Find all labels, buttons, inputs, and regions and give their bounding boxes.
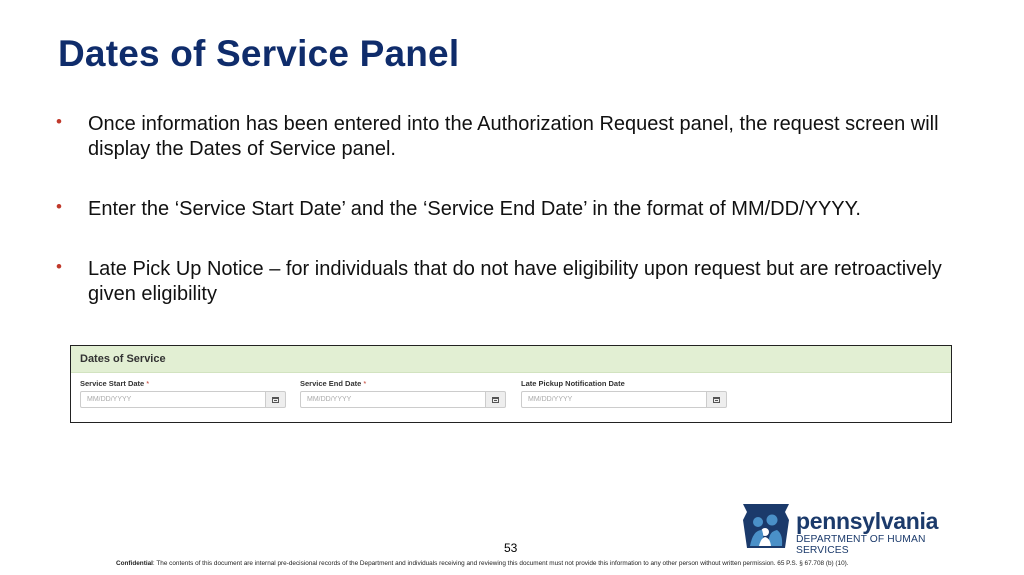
field-label-text: Service Start Date [80,379,145,388]
late-pickup-notification-date-calendar-button[interactable] [707,391,727,408]
service-end-date-input[interactable] [300,391,486,408]
pa-dhs-logo [741,502,981,556]
dates-of-service-panel [70,345,952,423]
page-number: 53 [504,541,518,555]
bullet-text: Enter the ‘Service Start Date’ and the ‘Service End Date’ in the format of MM/DD/YYYY. [88,198,861,220]
slide-title: Dates of Service Panel [58,33,460,74]
service-start-date-input[interactable] [80,391,266,408]
bullet-item [56,197,976,222]
bullet-item [56,257,976,307]
service-start-date-group [80,391,286,408]
required-marker: * [146,379,150,388]
calendar-icon [713,397,720,403]
bullet-dot-icon: • [56,257,62,276]
required-marker: * [363,379,367,388]
confidential-text: : The contents of this document are internal pre-decisional records of the Department and individuals receiving and reviewing this document must not provide this information to any other person without written permission. 65 P.S. § 67.708 (b) (10). [152,560,849,567]
confidential-label: Confidential [116,560,153,567]
service-start-date-calendar-button[interactable] [266,391,286,408]
logo-department: DEPARTMENT OF HUMAN SERVICES [796,534,926,556]
keystone-family-logo-icon [741,502,791,550]
bullet-dot-icon: • [56,112,62,131]
field-label-text: Late Pickup Notification Date [521,379,625,388]
calendar-icon [272,397,279,403]
late-pickup-notification-date-group [521,391,727,408]
field-label-text: Service End Date [300,379,362,388]
logo-wordmark: pennsylvania [796,508,939,534]
service-end-date-label [300,379,366,388]
bullet-dot-icon: • [56,197,62,216]
service-end-date-calendar-button[interactable] [486,391,506,408]
service-end-date-group [300,391,506,408]
late-pickup-notification-date-input[interactable] [521,391,707,408]
bullet-text: Late Pick Up Notice – for individuals that do not have eligibility upon request but are retroactively given eligibility [88,258,942,305]
bullet-text: Once information has been entered into the Authorization Request panel, the request screen will display the Dates of Service panel. [88,113,939,160]
panel-header: Dates of Service [71,346,951,373]
confidential-footer [116,560,849,567]
calendar-icon [492,397,499,403]
late-pickup-notification-date-label [521,379,625,388]
bullet-list [56,112,976,307]
service-start-date-label [80,379,149,388]
bullet-item [56,112,976,162]
